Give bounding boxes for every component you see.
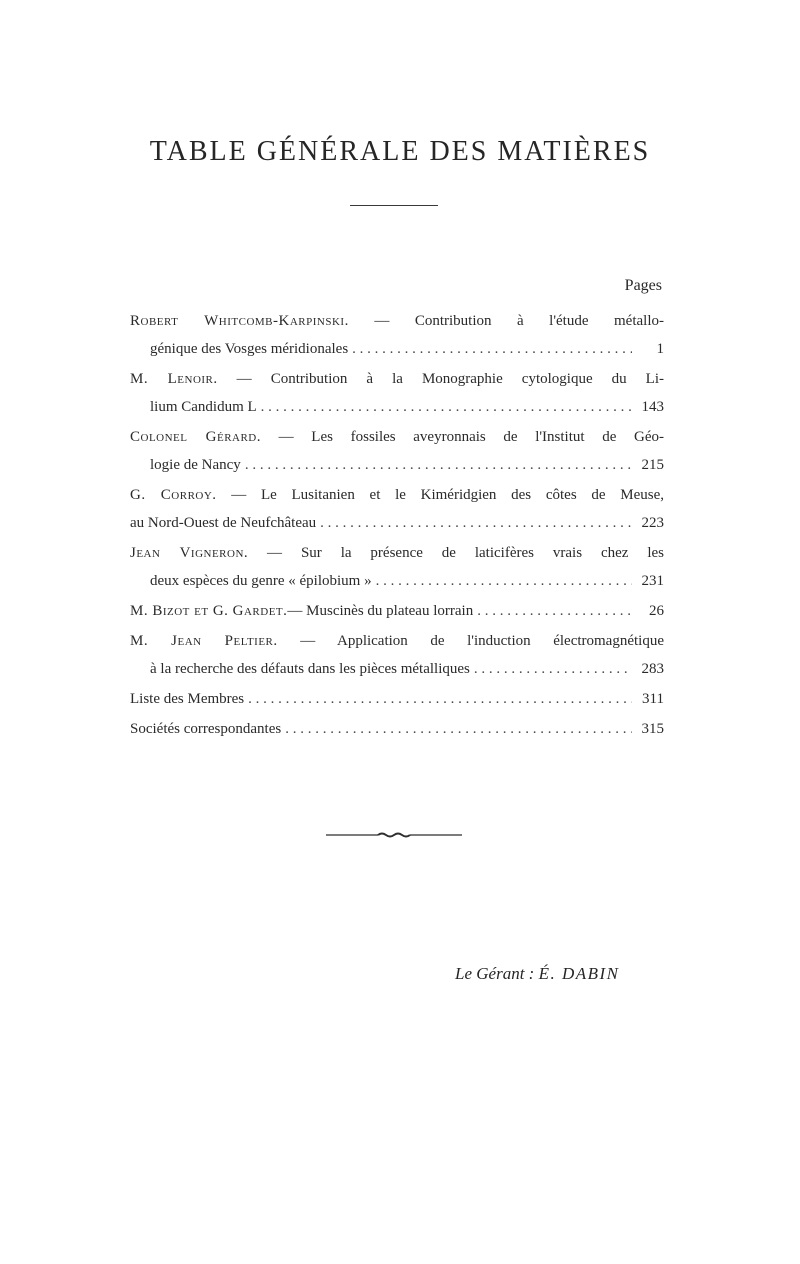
toc-entry-first-line <box>130 423 664 451</box>
dot-leader <box>285 715 632 743</box>
toc-entry-title: — Le Lusitanien et le Kiméridgien des côtes de Meuse, <box>216 487 664 503</box>
signature <box>455 964 620 984</box>
toc-entry <box>130 685 664 713</box>
toc-entry-page: 223 <box>641 515 664 531</box>
toc-entry-last-line <box>130 715 664 743</box>
toc-entry-author: M. Lenoir. <box>130 371 218 387</box>
toc-entry-title: — Application de l'induction électromagnétique <box>277 633 664 649</box>
toc-entry-last-line <box>130 451 664 479</box>
dot-leader <box>248 685 632 713</box>
dot-leader <box>477 597 632 625</box>
toc-entry-title-cont: logie de Nancy <box>150 457 241 473</box>
toc-entry-page: 26 <box>649 603 664 619</box>
toc-entry-title: — Muscinès du plateau lorrain <box>287 603 474 619</box>
dot-leader <box>376 567 632 595</box>
toc-entry <box>130 597 664 625</box>
page-title: TABLE GÉNÉRALE DES MATIÈRES <box>149 136 651 167</box>
toc-entry-title-cont: au Nord-Ouest de Neufchâteau <box>130 515 317 531</box>
toc-entry-first-line <box>130 539 664 567</box>
toc-entry-page: 143 <box>641 399 664 415</box>
toc-entry-last-line <box>130 567 664 595</box>
pages-column-heading: Pages <box>624 277 662 294</box>
dot-leader <box>352 335 632 363</box>
toc-entry <box>130 539 664 595</box>
ornamental-separator <box>326 832 462 838</box>
dot-leader <box>474 655 632 683</box>
toc-entry <box>130 627 664 683</box>
toc-entry-title: — Les fossiles aveyronnais de l'Institut de Géo- <box>261 429 665 445</box>
toc-entry-first-line <box>130 627 664 655</box>
signature-name: É. DABIN <box>538 964 620 983</box>
toc-entry-title: Sociétés correspondantes <box>130 721 282 737</box>
toc-entry-title-cont: à la recherche des défauts dans les pièces métalliques <box>150 661 470 677</box>
toc-entry-page: 231 <box>641 573 664 589</box>
toc-entry-author: M. Jean Peltier. <box>130 633 278 649</box>
table-of-contents <box>130 307 664 745</box>
toc-entry <box>130 307 664 363</box>
toc-entry <box>130 715 664 743</box>
toc-entry-title: — Contribution à la Monographie cytologique du Li- <box>217 371 664 387</box>
toc-entry-page: 311 <box>642 691 664 707</box>
toc-entry <box>130 365 664 421</box>
toc-entry-author: G. Corroy. <box>130 487 217 503</box>
toc-entry-title: — Contribution à l'étude métallo- <box>348 313 664 329</box>
toc-entry-last-line <box>130 335 664 363</box>
dot-leader <box>320 509 632 537</box>
toc-entry-last-line <box>130 597 664 625</box>
toc-entry-title-cont: deux espèces du genre « épilobium » <box>150 573 372 589</box>
toc-entry-last-line <box>130 685 664 713</box>
toc-entry-page: 215 <box>641 457 664 473</box>
dot-leader <box>261 393 632 421</box>
toc-entry-page: 283 <box>641 661 664 677</box>
toc-entry <box>130 423 664 479</box>
toc-entry-title: Liste des Membres <box>130 691 245 707</box>
toc-entry-last-line <box>130 509 664 537</box>
signature-label: Le Gérant : <box>455 964 535 983</box>
toc-entry-author: Jean Vigneron. <box>130 545 249 561</box>
toc-entry-last-line <box>130 655 664 683</box>
toc-entry-last-line <box>130 393 664 421</box>
toc-entry-page: 1 <box>656 341 664 357</box>
toc-entry-author: M. Bizot et G. Gardet. <box>130 603 288 619</box>
toc-entry-title: — Sur la présence de laticifères vrais chez les <box>248 545 664 561</box>
toc-entry <box>130 481 664 537</box>
title-rule <box>350 205 438 206</box>
toc-entry-first-line <box>130 365 664 393</box>
toc-entry-title-cont: génique des Vosges méridionales <box>150 341 349 357</box>
dot-leader <box>245 451 632 479</box>
toc-entry-page: 315 <box>641 721 664 737</box>
toc-entry-author: Robert Whitcomb-Karpinski. <box>130 313 349 329</box>
toc-entry-author: Colonel Gérard. <box>130 429 262 445</box>
toc-entry-first-line <box>130 307 664 335</box>
toc-entry-title-cont: lium Candidum L <box>150 399 257 415</box>
toc-entry-first-line <box>130 481 664 509</box>
